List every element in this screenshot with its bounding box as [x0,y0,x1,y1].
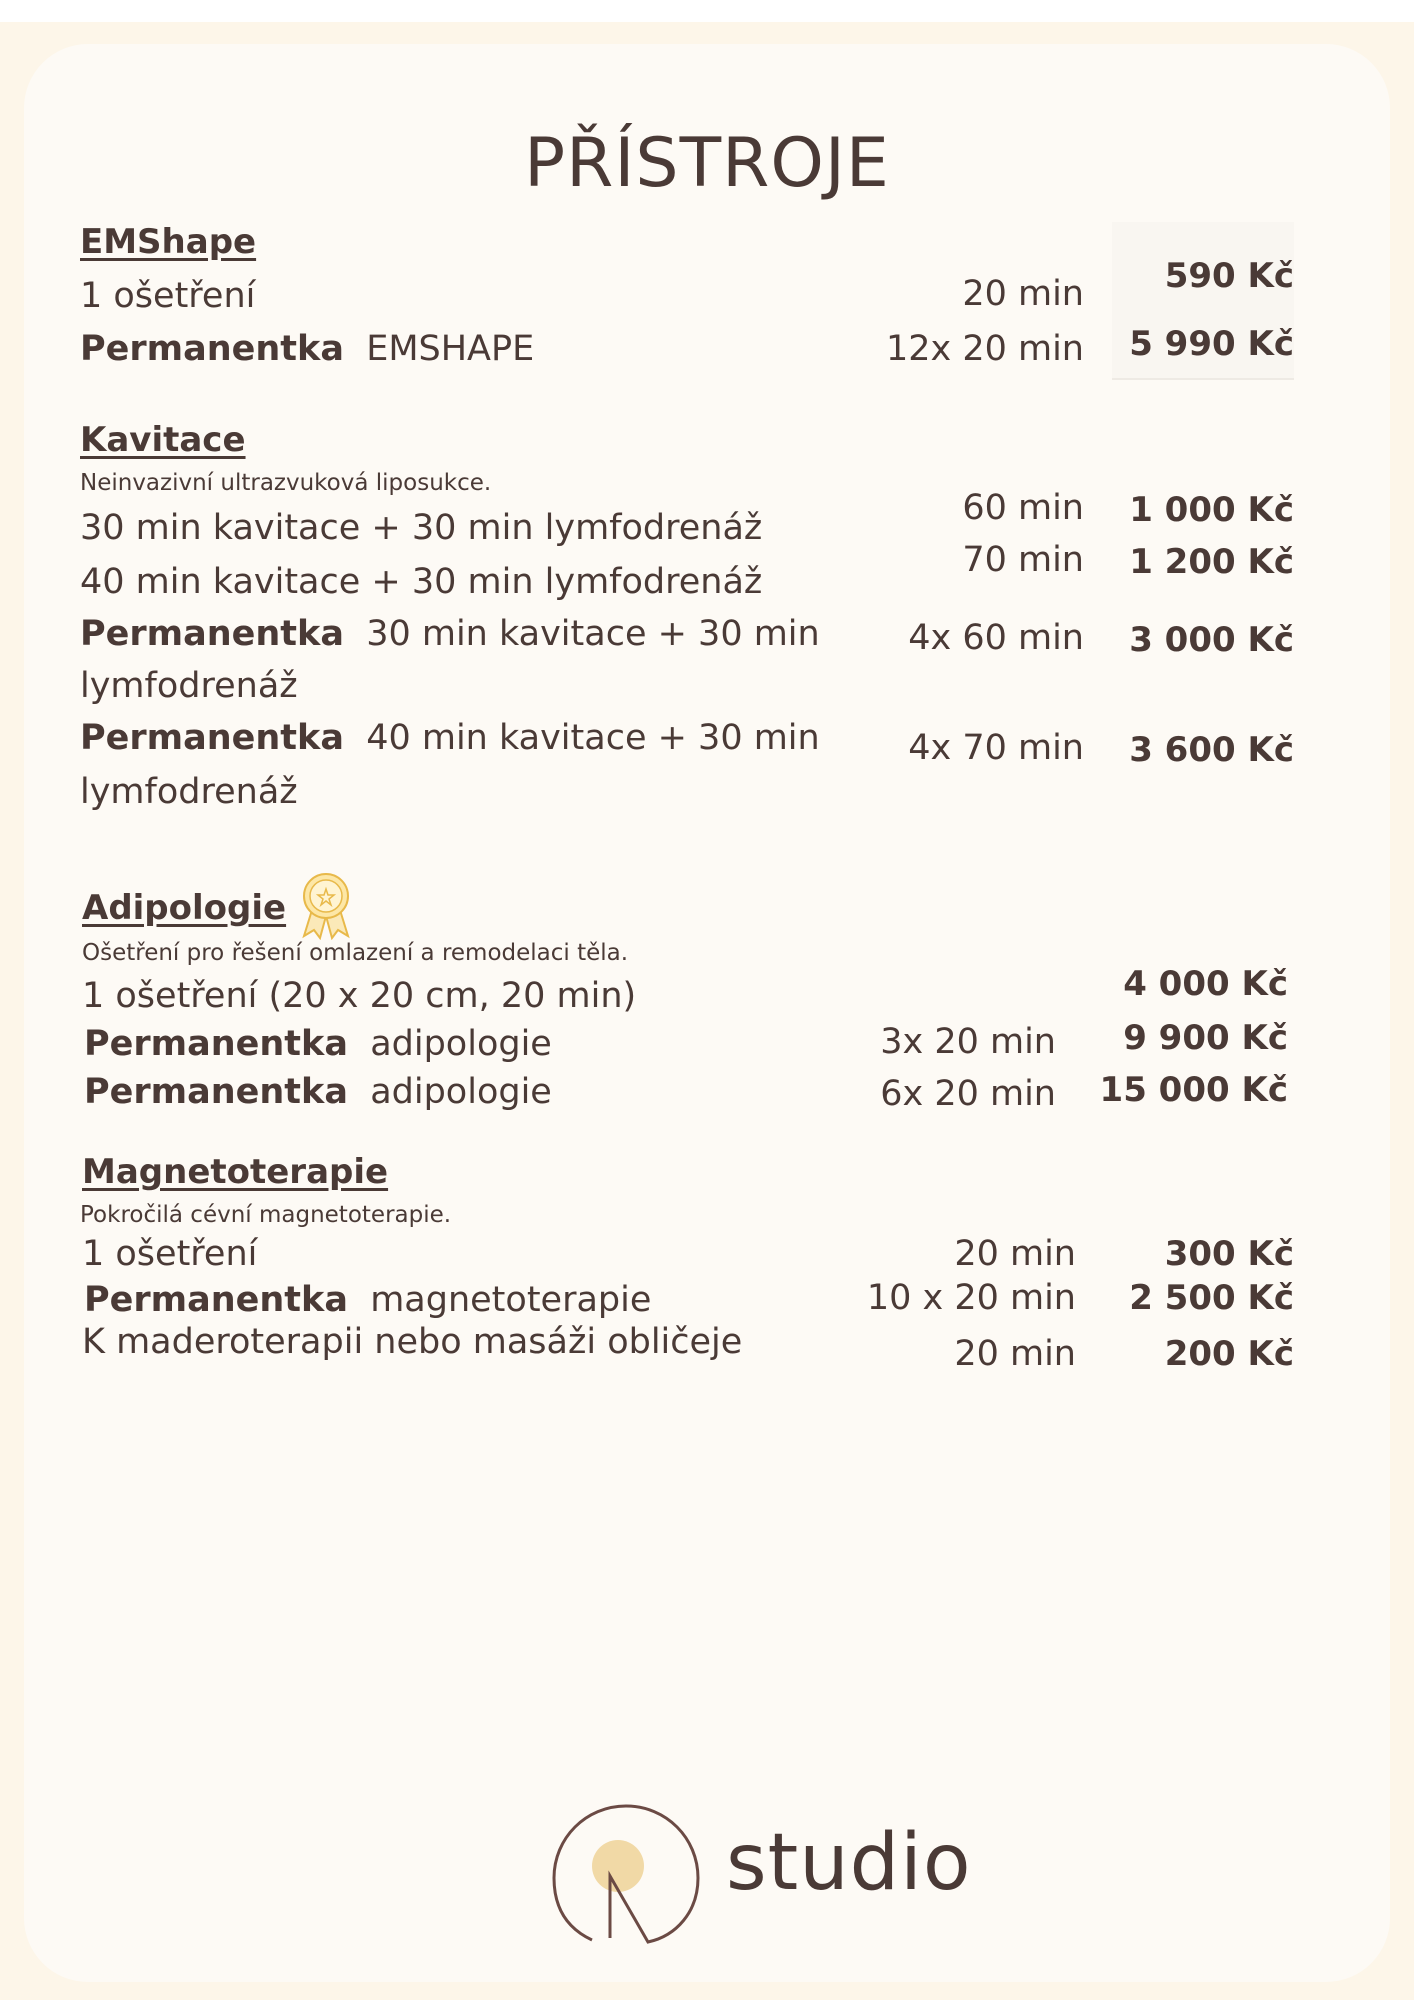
emshape-row-2-text: EMSHAPE [366,329,535,369]
section-subtitle-magnetoterapie: Pokročilá cévní magnetoterapie. [80,1202,452,1228]
emshape-row-2-duration: 12x 20 min [885,329,1084,369]
adipologie-row-2-label [84,1024,552,1064]
kavitace-row-1-label: 30 min kavitace + 30 min lymfodrenáž [80,508,763,548]
kavitace-row-2-label: 40 min kavitace + 30 min lymfodrenáž [80,562,763,602]
adipologie-row-2-text: adipologie [370,1024,552,1064]
kavitace-row-1-duration: 60 min [962,488,1084,528]
section-title-kavitace: Kavitace [80,420,246,460]
section-title-adipologie: Adipologie [82,888,287,928]
best-award-icon [300,872,352,940]
kavitace-row-4-label-cont: lymfodrenáž [80,772,298,812]
r-studio-logo-icon [552,1802,712,1952]
adipologie-row-2-duration: 3x 20 min [880,1022,1056,1062]
emshape-row-2-bold: Permanentka [80,329,344,369]
magnetoterapie-row-2-bold: Permanentka [84,1280,348,1320]
emshape-row-1-duration: 20 min [962,274,1084,314]
kavitace-row-4-duration: 4x 70 min [908,728,1084,768]
adipologie-row-3-bold: Permanentka [84,1072,348,1112]
kavitace-row-3-bold: Permanentka [80,614,344,654]
magnetoterapie-row-2-price: 2 500 Kč [1129,1278,1294,1318]
kavitace-row-3-price: 3 000 Kč [1129,620,1294,660]
kavitace-row-4-label [80,718,820,758]
magnetoterapie-row-3-duration: 20 min [954,1334,1076,1374]
top-strip [0,0,1414,22]
kavitace-row-3-text: 30 min kavitace + 30 min [366,614,820,654]
section-title-magnetoterapie: Magnetoterapie [82,1152,389,1192]
adipologie-row-2-bold: Permanentka [84,1024,348,1064]
price-list-card [24,44,1390,1982]
magnetoterapie-row-1-label: 1 ošetření [82,1234,258,1274]
kavitace-row-1-price: 1 000 Kč [1129,490,1294,530]
section-subtitle-kavitace: Neinvazivní ultrazvuková liposukce. [80,470,492,496]
adipologie-row-3-label [84,1072,552,1112]
adipologie-row-3-duration: 6x 20 min [880,1074,1056,1114]
kavitace-row-4-text: 40 min kavitace + 30 min [366,718,820,758]
logo-text: studio [726,1818,972,1908]
adipologie-row-1-label: 1 ošetření (20 x 20 cm, 20 min) [82,976,637,1016]
adipologie-row-3-text: adipologie [370,1072,552,1112]
emshape-row-1-price: 590 Kč [1164,256,1294,296]
emshape-row-1-label [80,276,255,316]
magnetoterapie-row-3-label: K maderoterapii nebo masáži obličeje [82,1322,743,1362]
kavitace-row-2-duration: 70 min [962,540,1084,580]
kavitace-row-4-bold: Permanentka [80,718,344,758]
magnetoterapie-row-2-label [84,1280,651,1320]
emshape-row-1-text: 1 ošetření [80,276,256,316]
kavitace-row-3-duration: 4x 60 min [908,618,1084,658]
magnetoterapie-row-2-duration: 10 x 20 min [866,1278,1076,1318]
kavitace-row-2-price: 1 200 Kč [1129,542,1294,582]
section-title-emshape: EMShape [80,222,257,262]
magnetoterapie-row-2-text: magnetoterapie [370,1280,652,1320]
page-title: PŘÍSTROJE [524,124,890,203]
section-subtitle-adipologie: Ošetření pro řešení omlazení a remodelaci těla. [82,940,629,966]
kavitace-row-4-price: 3 600 Kč [1129,730,1294,770]
adipologie-row-3-price: 15 000 Kč [1099,1070,1288,1110]
magnetoterapie-row-1-duration: 20 min [954,1234,1076,1274]
adipologie-row-2-price: 9 900 Kč [1123,1018,1288,1058]
kavitace-row-3-label-cont: lymfodrenáž [80,666,298,706]
magnetoterapie-row-3-price: 200 Kč [1164,1334,1294,1374]
kavitace-row-3-label [80,614,820,654]
magnetoterapie-row-1-price: 300 Kč [1164,1234,1294,1274]
emshape-row-2-price: 5 990 Kč [1129,324,1294,364]
adipologie-row-1-price: 4 000 Kč [1123,964,1288,1004]
emshape-row-2-label [80,329,534,369]
studio-logo [552,1802,972,1952]
